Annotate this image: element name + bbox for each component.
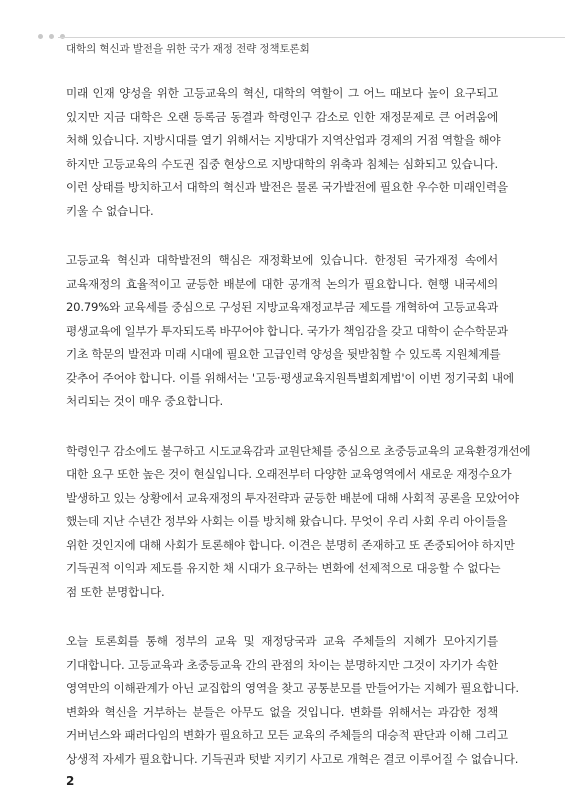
paragraph-line: 기대합니다. 고등교육과 초중등교육 간의 관점의 차이는 분명하지만 그것이 자기가 속한 xyxy=(66,657,498,672)
body-paragraph xyxy=(66,440,531,605)
paragraph-line: 이런 상태를 방치하고서 대학의 혁신과 발전은 물론 국가발전에 필요한 우수한 미래인력을 xyxy=(66,180,508,194)
header-dots-decoration xyxy=(38,34,65,42)
body-paragraph xyxy=(66,249,514,414)
page-header xyxy=(0,0,565,60)
paragraph-line: 거버넌스와 패러다임의 변화가 필요하고 모든 교육의 주체들의 대승적 판단과 이해 그리고 xyxy=(66,728,508,742)
paragraph-line: 영역만의 이해관계가 아닌 교집합의 영역을 찾고 공통분모를 만들어가는 지혜가 필요합니다. xyxy=(66,681,519,695)
body-paragraph xyxy=(66,630,519,771)
paragraph-line: 학령인구 감소에도 불구하고 시도교육감과 교원단체를 중심으로 초중등교육의 교육환경개선에 xyxy=(66,443,531,458)
paragraph-line: 오늘 토론회를 통해 정부의 교육 및 재정당국과 교육 주체들의 지혜가 모아지기를 xyxy=(66,634,498,648)
paragraph-line: 점 또한 분명합니다. xyxy=(66,584,165,599)
header-dot xyxy=(38,34,43,39)
paragraph-line: 발생하고 있는 상황에서 교육재정의 투자전략과 균등한 배분에 대해 사회적 공론을 모았어야 xyxy=(66,490,519,505)
paragraph-line: 키울 수 없습니다. xyxy=(66,203,154,218)
header-rule xyxy=(58,37,565,38)
paragraph-line: 있지만 지금 대학은 오랜 등록금 동결과 학령인구 감소로 인한 재정문제로 큰 어려움에 xyxy=(66,109,498,124)
body-paragraph xyxy=(66,82,508,223)
paragraph-line: 미래 인재 양성을 위한 고등교육의 혁신, 대학의 역할이 그 어느 때보다 높이 요구되고 xyxy=(66,86,498,100)
paragraph-line: 대한 요구 또한 높은 것이 현실입니다. 오래전부터 다양한 교육영역에서 새로운 재정수요가 xyxy=(66,467,512,481)
paragraph-line: 상생적 자세가 필요합니다. 기득권과 텃밭 지키기 사고로 개혁은 결코 이루어질 수 없습니다. xyxy=(66,751,519,766)
paragraph-line: 처해 있습니다. 지방시대를 열기 위해서는 지방대가 지역산업과 경제의 거점 역할을 해야 xyxy=(66,133,501,147)
paragraph-line: 하지만 고등교육의 수도권 집중 현상으로 지방대학의 위축과 침체는 심화되고 있습니다. xyxy=(66,156,498,171)
paragraph-line: 했는데 지난 수년간 정부와 사회는 이를 방치해 왔습니다. 무엇이 우리 사회 우리 아이들을 xyxy=(66,514,508,528)
page-number: 2 xyxy=(66,774,75,788)
paragraph-line: 처리되는 것이 매우 중요합니다. xyxy=(66,394,223,408)
paragraph-line: 기초 학문의 발전과 미래 시대에 필요한 고급인력 양성을 뒷받침할 수 있도록 지원체계를 xyxy=(66,347,501,361)
paragraph-line: 교육재정의 효율적이고 균등한 배분에 대한 공개적 논의가 필요합니다. 현행 내국세의 xyxy=(66,276,498,291)
header-dot xyxy=(49,34,54,39)
paragraph-line: 변화와 혁신을 거부하는 분들은 아무도 없을 것입니다. 변화를 위해서는 과감한 정책 xyxy=(66,704,498,719)
paragraph-line: 20.79%와 교육세를 중심으로 구성된 지방교육재정교부금 제도를 개혁하여 고등교육과 xyxy=(66,300,498,314)
paragraph-line: 기득권적 이익과 제도를 유지한 채 시대가 요구하는 변화에 선제적으로 대응할 수 없다는 xyxy=(66,561,501,575)
paragraph-line: 평생교육에 일부가 투자되도록 바꾸어야 합니다. 국가가 책임감을 갖고 대학이 순수학문과 xyxy=(66,323,508,338)
document-body xyxy=(66,82,531,797)
paragraph-line: 고등교육 혁신과 대학발전의 핵심은 재정확보에 있습니다. 한정된 국가재정 속에서 xyxy=(66,253,498,267)
running-header-title: 대학의 혁신과 발전을 위한 국가 재정 전략 정책토론회 xyxy=(66,43,310,55)
paragraph-line: 위한 것인지에 대해 사회가 토론해야 합니다. 이견은 분명히 존재하고 또 존중되어야 하지만 xyxy=(66,537,515,552)
paragraph-line: 갖추어 주어야 합니다. 이를 위해서는 '고등·평생교육지원특별회계법'이 이번 정기국회 내에 xyxy=(66,370,514,385)
